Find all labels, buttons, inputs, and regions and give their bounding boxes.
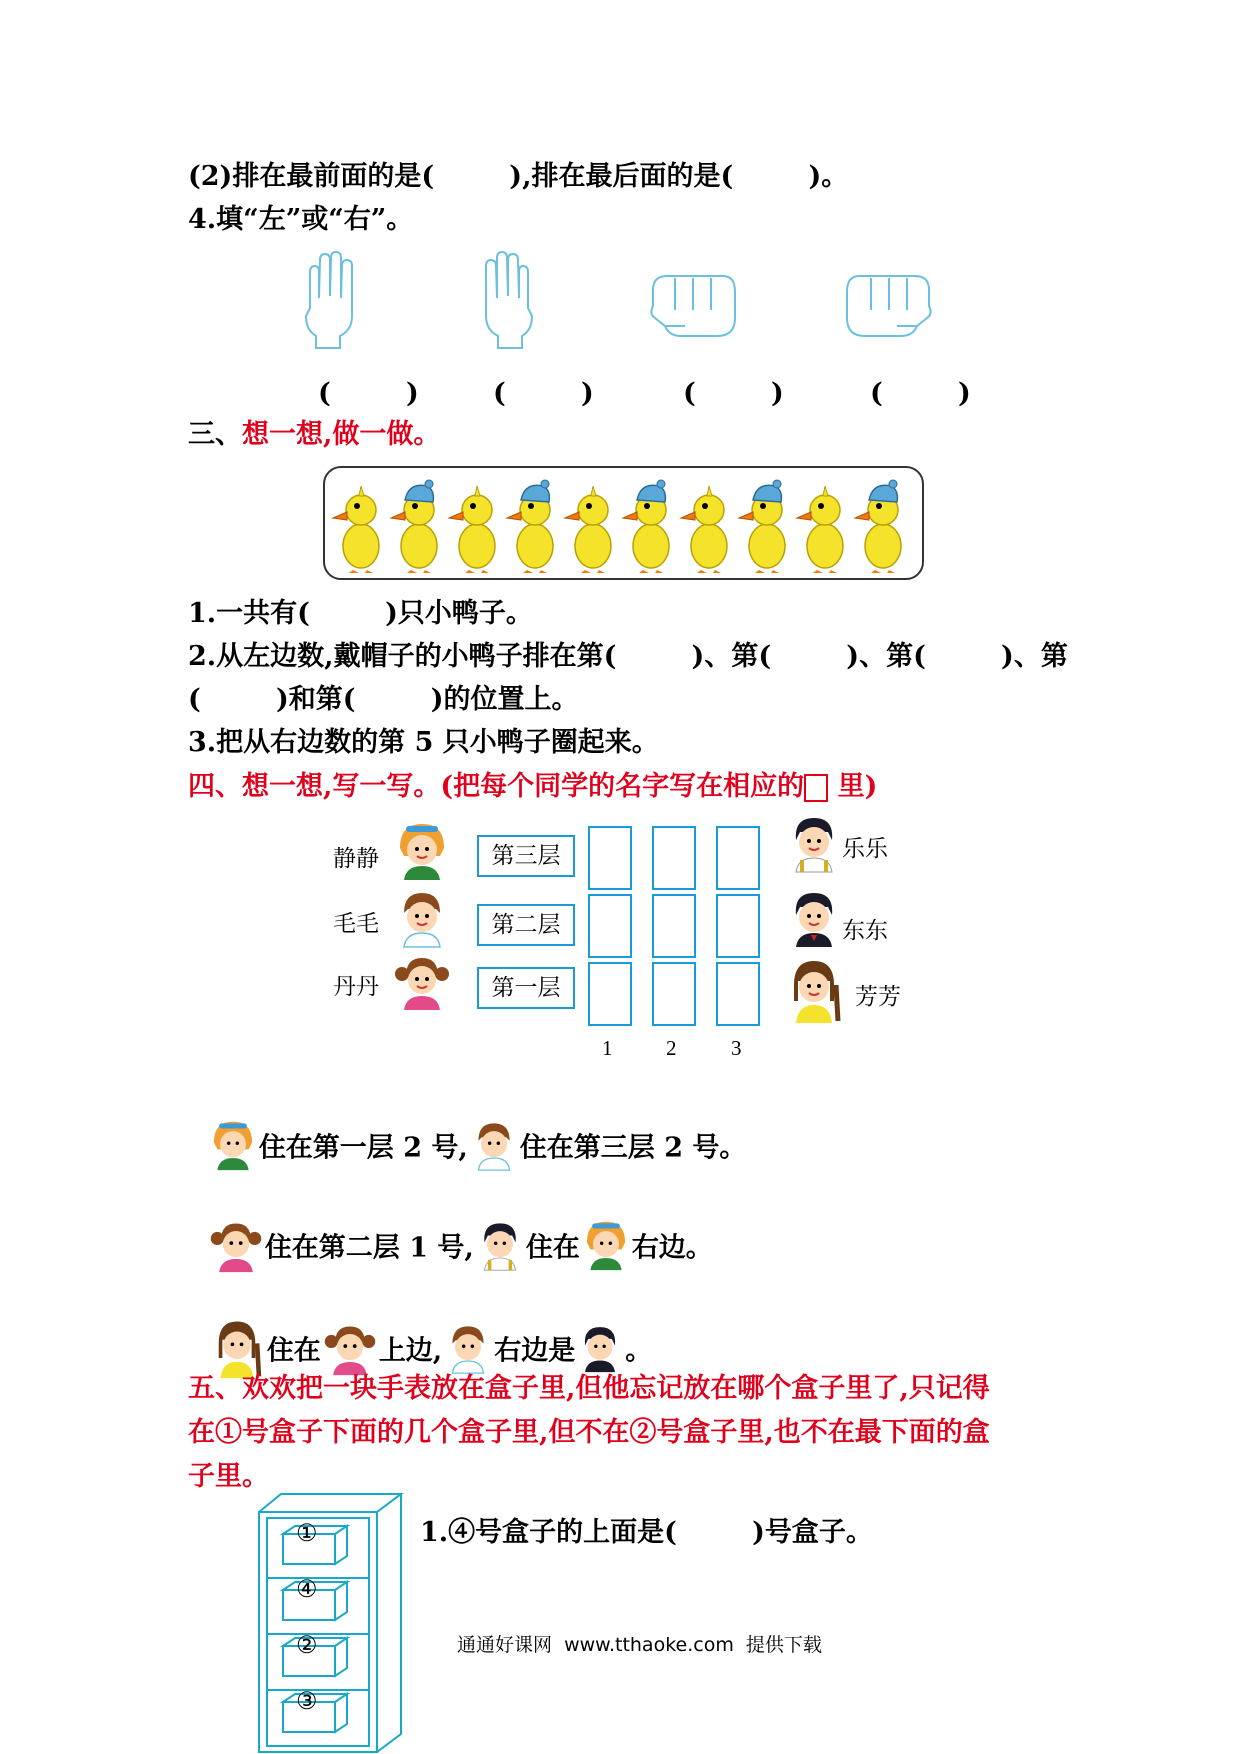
boy-lele-icon [474, 1216, 526, 1274]
clue-2-text-c: 右边。 [631, 1232, 713, 1264]
girl-dandan-icon [207, 1216, 265, 1274]
kid-name-dandan: 丹丹 [333, 974, 379, 1000]
clue-3-text-b: 上边, [378, 1335, 443, 1367]
clue-2-text-b: 住在 [525, 1232, 580, 1264]
question-4-title: 4.填“左”或“右”。 [188, 204, 414, 235]
kid-name-maomao: 毛毛 [333, 911, 379, 937]
girl-fangfang-icon [784, 955, 844, 1025]
section-5-title-line-1: 五、欢欢把一块手表放在盒子里,但他忘记放在哪个盒子里了,只记得 [188, 1373, 990, 1404]
room-floor1-1[interactable] [588, 962, 632, 1026]
boy-maomao-icon [392, 887, 452, 949]
question-2-order: (2)排在最前面的是( ),排在最后面的是( )。 [188, 161, 849, 192]
clue-sentence-2 [188, 1185, 713, 1264]
boy-maomao-icon [468, 1116, 520, 1174]
room-floor3-3[interactable] [716, 826, 760, 890]
room-floor2-1[interactable] [588, 894, 632, 958]
boy-lele-icon [784, 812, 844, 874]
girl-jingjing-icon [207, 1116, 259, 1174]
section-3-question-2-line-2: ( )和第( )的位置上。 [188, 684, 579, 715]
duck-row [323, 466, 924, 580]
section-4-title-b: 里) [828, 771, 878, 802]
kid-name-fangfang: 芳芳 [855, 984, 901, 1010]
clue-sentence-3 [188, 1285, 653, 1367]
floor-label-2: 第二层 [477, 904, 575, 946]
answer-blank-hand-2[interactable]: ( ) [493, 378, 594, 409]
clue-2-text-a: 住在第二层 1 号, [264, 1232, 474, 1264]
box-cabinet [255, 1490, 405, 1754]
fist-right-icon [842, 270, 937, 342]
boy-dongdong-icon [575, 1319, 625, 1377]
section-3-heading [188, 418, 440, 452]
footer-watermark: 通通好课网 www.tthaoke.com 提供下载 [457, 1634, 822, 1656]
section-3-question-2-line-1: 2.从左边数,戴帽子的小鸭子排在第( )、第( )、第( )、第 [188, 641, 1068, 672]
room-floor3-1[interactable] [588, 826, 632, 890]
clue-3-text-d: 。 [625, 1335, 653, 1367]
duck-with-hat-icon [389, 474, 441, 574]
room-floor1-2[interactable] [652, 962, 696, 1026]
clue-3-text-a: 住在 [266, 1335, 321, 1367]
girl-jingjing-icon [580, 1216, 632, 1274]
clue-1-text-a: 住在第一层 2 号, [258, 1132, 468, 1164]
girl-dandan-icon [321, 1319, 379, 1377]
section-3-number: 三、 [188, 419, 242, 450]
clue-1-text-b: 住在第三层 2 号。 [519, 1132, 747, 1164]
answer-blank-hand-1[interactable]: ( ) [318, 378, 419, 409]
clue-sentence-1 [188, 1085, 747, 1164]
square-box-icon [804, 774, 828, 802]
floor-label-3: 第三层 [477, 835, 575, 877]
room-floor2-2[interactable] [652, 894, 696, 958]
section-5-title-line-2: 在①号盒子下面的几个盒子里,但不在②号盒子里,也不在最下面的盒 [188, 1417, 990, 1448]
section-5-question-1: 1.④号盒子的上面是( )号盒子。 [420, 1517, 873, 1548]
duck-icon [679, 474, 731, 574]
section-3-question-3: 3.把从右边数的第 5 只小鸭子圈起来。 [188, 727, 659, 758]
box-label-2: ② [296, 1631, 318, 1659]
clue-3-text-c: 右边是 [494, 1335, 576, 1367]
fist-left-icon [645, 270, 740, 342]
duck-with-hat-icon [621, 474, 673, 574]
duck-icon [447, 474, 499, 574]
duck-with-hat-icon [737, 474, 789, 574]
duck-icon [563, 474, 615, 574]
room-floor3-2[interactable] [652, 826, 696, 890]
room-number-2: 2 [666, 1036, 677, 1060]
box-label-4: ④ [296, 1575, 318, 1603]
duck-icon [795, 474, 847, 574]
kid-name-dongdong: 东东 [842, 918, 888, 944]
duck-with-hat-icon [853, 474, 905, 574]
boy-maomao-icon [442, 1319, 494, 1377]
section-4-title-a: 四、想一想,写一写。(把每个同学的名字写在相应的 [188, 771, 805, 802]
open-hand-right-icon [478, 250, 538, 350]
room-number-1: 1 [602, 1036, 613, 1060]
section-5-title-line-3: 子里。 [188, 1461, 269, 1492]
section-3-question-1: 1.一共有( )只小鸭子。 [188, 598, 533, 629]
answer-blank-hand-4[interactable]: ( ) [870, 378, 971, 409]
section-4-heading [188, 770, 877, 804]
kid-name-jingjing: 静静 [333, 846, 379, 872]
girl-fangfang-icon [207, 1316, 267, 1380]
duck-icon [331, 474, 383, 574]
answer-blank-hand-3[interactable]: ( ) [683, 378, 784, 409]
kid-name-lele: 乐乐 [842, 836, 888, 862]
girl-dandan-icon [392, 950, 452, 1012]
section-3-title: 想一想,做一做。 [242, 419, 441, 450]
box-label-1: ① [296, 1519, 318, 1547]
duck-with-hat-icon [505, 474, 557, 574]
room-number-3: 3 [731, 1036, 742, 1060]
box-label-3: ③ [296, 1687, 318, 1715]
floor-label-1: 第一层 [477, 967, 575, 1009]
girl-jingjing-icon [392, 820, 452, 882]
boy-dongdong-icon [784, 887, 844, 949]
room-floor2-3[interactable] [716, 894, 760, 958]
open-hand-left-icon [300, 250, 360, 350]
room-floor1-3[interactable] [716, 962, 760, 1026]
